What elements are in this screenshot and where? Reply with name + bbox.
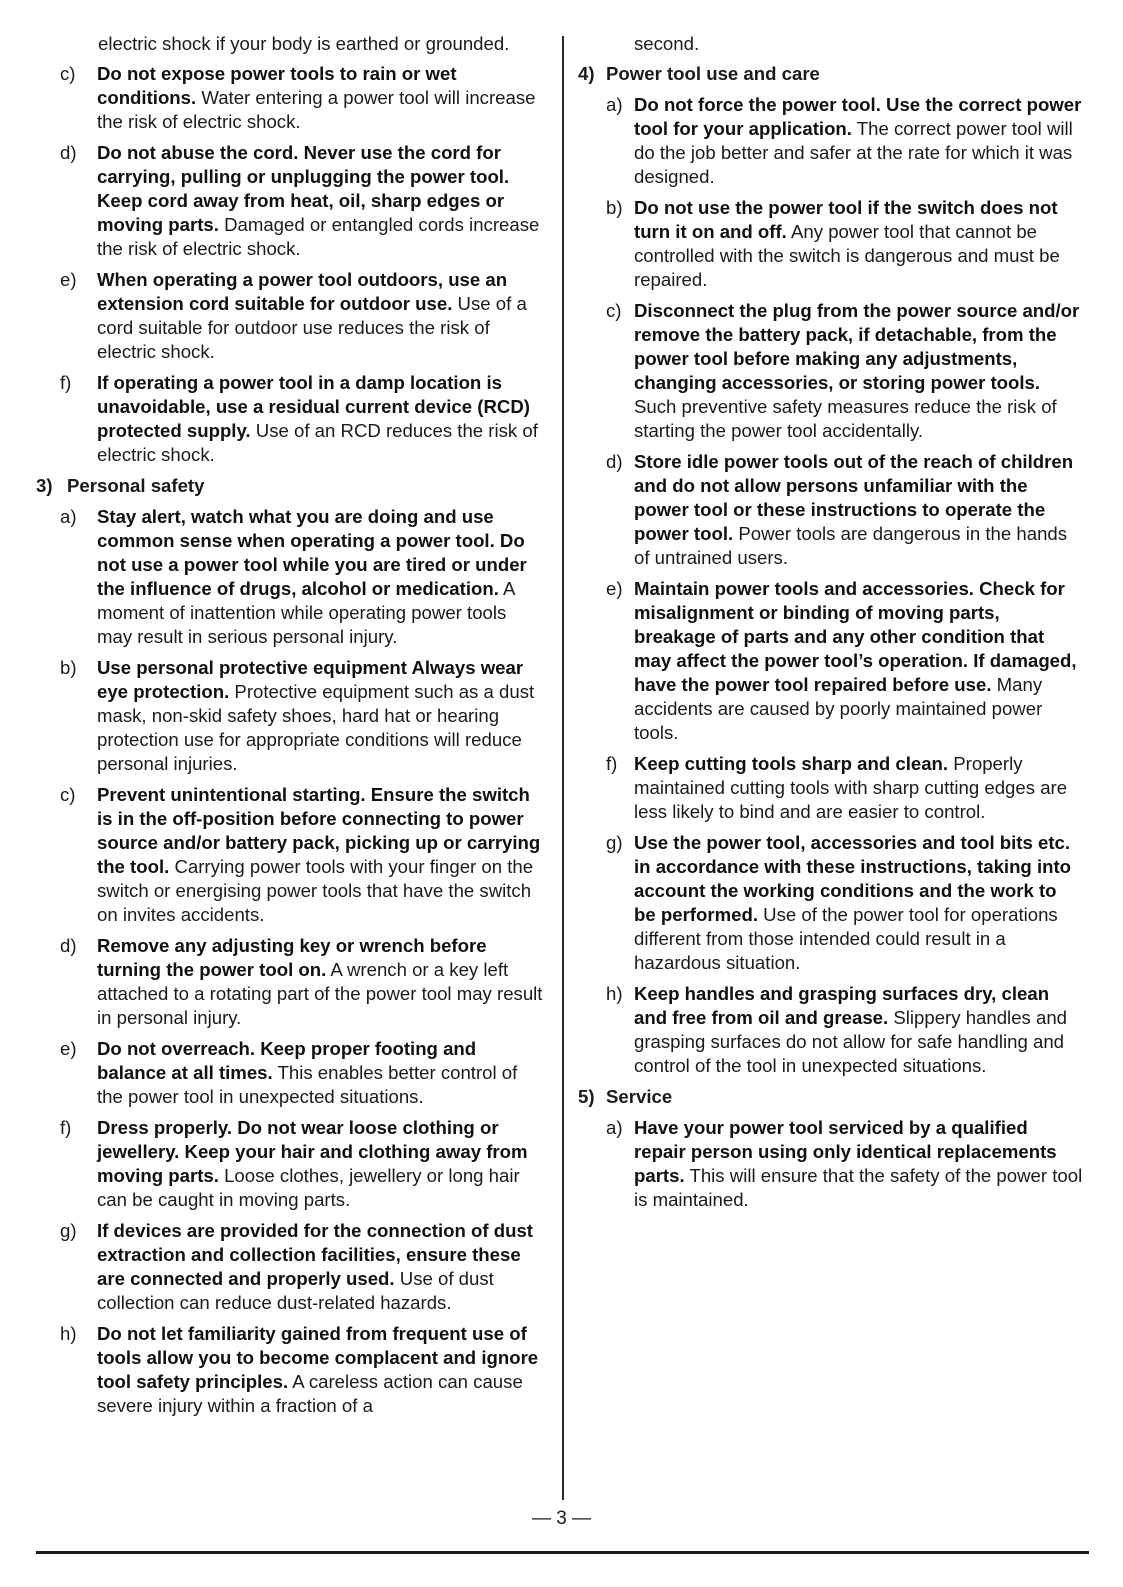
item-emphasis: Use the power tool, accessories and tool bits etc. in accordance with these instructions, taking into account the working conditions and the work to be performed. [634,832,1072,925]
item-body: This enables better control of the power tool in unexpected situations. [97,1062,518,1107]
item-label: f) [60,372,72,393]
list-item [606,299,1083,443]
item-text [97,371,546,467]
item-text [97,141,546,261]
item-label: d) [606,451,623,472]
continuation-text: second. [634,33,700,54]
list-item [60,268,546,364]
item-emphasis: Do not overreach. Keep proper footing and balance at all times. [97,1038,477,1083]
item-text [97,62,546,134]
item-text [634,577,1083,745]
item-text [97,1322,546,1418]
item-label: b) [60,657,77,678]
section-number: 3) [36,475,53,496]
item-text [97,1116,546,1212]
item-text [634,450,1083,570]
item-body: A wrench or a key left attached to a rotating part of the power tool may result in personal injury. [97,959,543,1028]
item-emphasis: Store idle power tools out of the reach of children and do not allow persons unfamiliar with the power tool or these instructions to operate the power tool. [634,451,1074,544]
item-label: a) [60,506,77,527]
left-column [36,32,546,1425]
item-label: g) [60,1220,77,1241]
item-body: Such preventive safety measures reduce the risk of starting the power tool accidentally. [634,396,1057,441]
item-emphasis: Disconnect the plug from the power source and/or remove the battery pack, if detachable, from the power tool before making any adjustments, changing accessories, or storing power tools. [634,300,1080,393]
item-label: e) [60,1038,77,1059]
item-label: h) [606,983,623,1004]
item-emphasis: Use personal protective equipment Always wear eye protection. [97,657,524,702]
item-text [97,268,546,364]
section-title: Service [606,1086,673,1107]
item-label: c) [606,300,622,321]
page-number: — 3 — [531,1508,592,1529]
item-label: c) [60,63,76,84]
item-emphasis: Maintain power tools and accessories. Check for misalignment or binding of moving parts, breakage of parts and any other condition that may affect the power tool’s operation. If damaged, have the power tool repaired before use. [634,578,1077,695]
item-text [97,656,546,776]
item-emphasis: Keep handles and grasping surfaces dry, clean and free from oil and grease. [634,983,1050,1028]
item-emphasis: Stay alert, watch what you are doing and use common sense when operating a power tool. Do not use a power tool while you are tired or under the influence of drugs, alcohol or medication. [97,506,527,599]
item-emphasis: Do not expose power tools to rain or wet conditions. [97,63,457,108]
item-label: d) [60,142,77,163]
item-body: A careless action can cause severe injury within a fraction of a [97,1371,523,1416]
item-emphasis: Do not force the power tool. Use the correct power tool for your application. [634,94,1082,139]
item-label: f) [606,753,618,774]
item-text [634,752,1083,824]
item-label: e) [60,269,77,290]
item-body: The correct power tool will do the job better and safer at the rate for which it was designed. [634,118,1073,187]
item-body: This will ensure that the safety of the power tool is maintained. [634,1165,1083,1210]
item-label: e) [606,578,623,599]
item-body: Use of an RCD reduces the risk of electric shock. [97,420,538,465]
item-body: Slippery handles and grasping surfaces do not allow for safe handling and control of the tool in unexpected situations. [634,1007,1068,1076]
item-label: c) [60,784,76,805]
item-body: A moment of inattention while operating power tools may result in serious personal injury. [97,578,515,647]
item-text [97,1219,546,1315]
item-body: Use of a cord suitable for outdoor use reduces the risk of electric shock. [97,293,527,362]
item-body: Any power tool that cannot be controlled with the switch is dangerous and must be repaired. [634,221,1060,290]
section-number: 4) [578,63,595,84]
list-item [60,141,546,261]
power-tool-use-list [578,93,1083,1078]
section-number: 5) [578,1086,595,1107]
item-body: Use of the power tool for operations different from those intended could result in a hazardous situation. [634,904,1058,973]
section-title: Personal safety [67,475,205,496]
item-label: a) [606,94,623,115]
item-emphasis: If devices are provided for the connection of dust extraction and collection facilities, ensure these are connected and properly used. [97,1220,533,1289]
footer-rule [36,1551,1089,1554]
list-item [606,1116,1083,1212]
list-item [60,62,546,134]
item-emphasis: When operating a power tool outdoors, use an extension cord suitable for outdoor use. [97,269,508,314]
list-item [606,577,1083,745]
electrical-safety-list [36,62,546,467]
item-body: Water entering a power tool will increase the risk of electric shock. [97,87,536,132]
item-emphasis: Do not abuse the cord. Never use the cord for carrying, pulling or unplugging the power tool. Keep cord away from heat, oil, sharp edges or moving parts. [97,142,510,235]
item-text [634,196,1083,292]
list-item [606,831,1083,975]
personal-safety-list [36,505,546,1418]
item-emphasis: Keep cutting tools sharp and clean. [634,753,949,774]
item-emphasis: If operating a power tool in a damp location is unavoidable, use a residual current device (RCD) protected supply. [97,372,530,441]
item-body: Damaged or entangled cords increase the risk of electric shock. [97,214,540,259]
list-item [606,196,1083,292]
list-item [60,505,546,649]
section-title: Power tool use and care [606,63,820,84]
item-body: Carrying power tools with your finger on the switch or energising power tools that have the switch on invites accidents. [97,856,534,925]
list-item [60,1322,546,1418]
item-label: f) [60,1117,72,1138]
item-label: d) [60,935,77,956]
item-body: Many accidents are caused by poorly maintained power tools. [634,674,1043,743]
list-item [60,371,546,467]
item-label: h) [60,1323,77,1344]
item-emphasis: Do not let familiarity gained from frequent use of tools allow you to become complacent and ignore tool safety principles. [97,1323,539,1392]
item-text [634,1116,1083,1212]
section-heading-service [578,1085,1083,1109]
item-body: Loose clothes, jewellery or long hair can be caught in moving parts. [97,1165,520,1210]
item-body: Properly maintained cutting tools with sharp cutting edges are less likely to bind and are easier to control. [634,753,1068,822]
continuation-text: electric shock if your body is earthed or grounded. [98,33,510,54]
item-text [97,934,546,1030]
item-text [97,1037,546,1109]
item-text [634,93,1083,189]
list-item [60,1037,546,1109]
item-emphasis: Prevent unintentional starting. Ensure the switch is in the off-position before connecting to power source and/or battery pack, picking up or carrying the tool. [97,784,541,877]
section-heading-power-tool-use [578,62,1083,86]
list-item [60,656,546,776]
item-emphasis: Dress properly. Do not wear loose clothing or jewellery. Keep your hair and clothing away from moving parts. [97,1117,528,1186]
item-label: b) [606,197,623,218]
item-label: a) [606,1117,623,1138]
item-emphasis: Remove any adjusting key or wrench before turning the power tool on. [97,935,487,980]
list-item [60,934,546,1030]
item-text [97,783,546,927]
list-item [60,783,546,927]
section-heading-personal-safety [36,474,546,498]
item-body: Use of dust collection can reduce dust-related hazards. [97,1268,494,1313]
column-divider [562,36,564,1500]
item-text [97,505,546,649]
item-text [634,299,1083,443]
item-body: Power tools are dangerous in the hands of untrained users. [634,523,1068,568]
item-text [634,831,1083,975]
list-item [60,1116,546,1212]
list-item [606,752,1083,824]
item-emphasis: Have your power tool serviced by a qualified repair person using only identical replacements parts. [634,1117,1057,1186]
right-column [578,32,1083,1219]
item-label: g) [606,832,623,853]
list-item [606,982,1083,1078]
list-item [606,450,1083,570]
item-text [634,982,1083,1078]
item-emphasis: Do not use the power tool if the switch does not turn it on and off. [634,197,1058,242]
service-list [578,1116,1083,1212]
list-item [606,93,1083,189]
list-item [60,1219,546,1315]
item-body: Protective equipment such as a dust mask, non-skid safety shoes, hard hat or hearing protection use for appropriate conditions will reduce personal injuries. [97,681,535,774]
